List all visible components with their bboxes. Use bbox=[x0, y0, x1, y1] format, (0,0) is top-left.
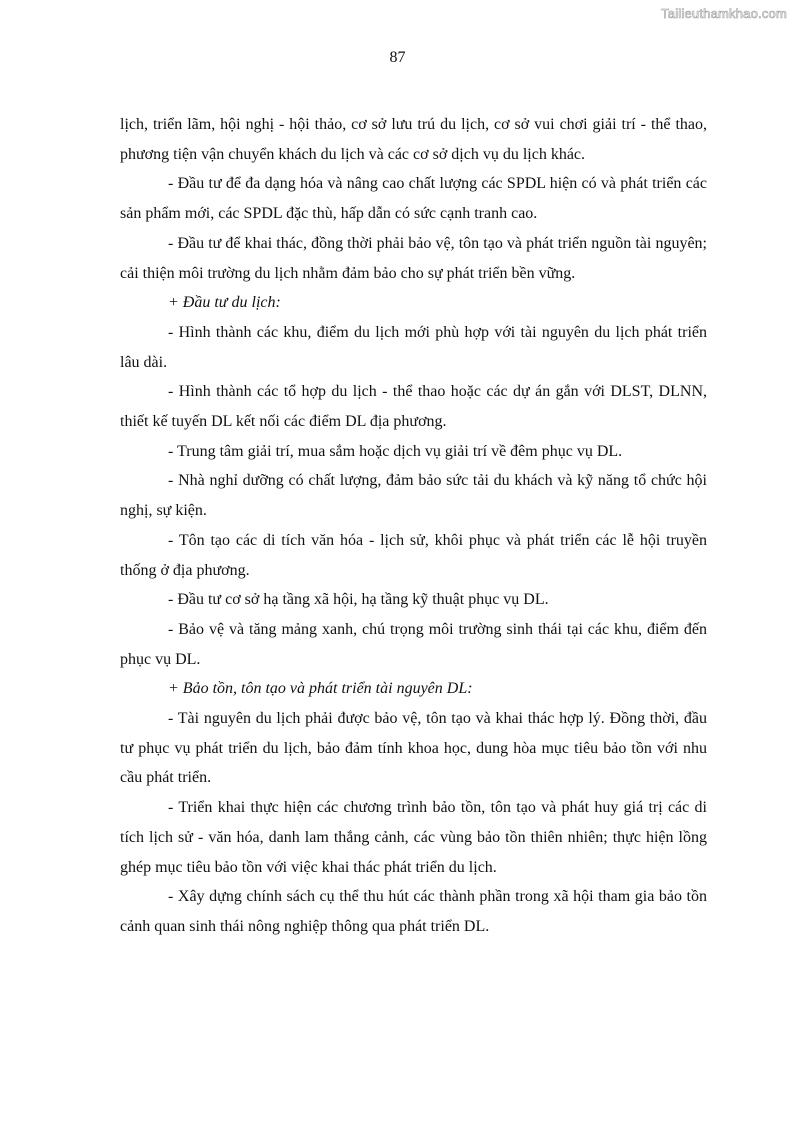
paragraph: - Hình thành các khu, điểm du lịch mới phù hợp với tài nguyên du lịch phát triển lâu dài. bbox=[120, 323, 707, 371]
paragraph-continuation: lịch, triển lãm, hội nghị - hội thảo, cơ sở lưu trú du lịch, cơ sở vui chơi giải trí - thể thao, phương tiện vận chuyển khách du lịch và các cơ sở dịch vụ du lịch khác. bbox=[120, 116, 707, 163]
paragraph: - Bảo vệ và tăng mảng xanh, chú trọng môi trường sinh thái tại các khu, điểm đến phục vụ DL. bbox=[120, 620, 707, 668]
paragraph: - Đầu tư để đa dạng hóa và nâng cao chất lượng các SPDL hiện có và phát triển các sản phẩm mới, các SPDL đặc thù, hấp dẫn có sức cạnh tranh cao. bbox=[120, 175, 707, 223]
paragraph: - Tôn tạo các di tích văn hóa - lịch sử, khôi phục và phát triển các lễ hội truyền thống ở địa phương. bbox=[120, 531, 707, 579]
section-heading: + Bảo tồn, tôn tạo và phát triển tài nguyên DL: bbox=[168, 680, 473, 698]
watermark: Tailieuthamkhao.com bbox=[661, 6, 787, 21]
paragraph: - Đầu tư cơ sở hạ tầng xã hội, hạ tầng kỹ thuật phục vụ DL. bbox=[168, 591, 549, 609]
paragraph: - Nhà nghỉ dưỡng có chất lượng, đảm bảo sức tải du khách và kỹ năng tổ chức hội nghị, sự kiện. bbox=[120, 472, 707, 520]
paragraph: - Triển khai thực hiện các chương trình bảo tồn, tôn tạo và phát huy giá trị các di tích lịch sử - văn hóa, danh lam thắng cảnh, các vùng bảo tồn thiên nhiên; thực hiện lồng ghép mục tiêu bảo tồn với việc khai thác phát triển du lịch. bbox=[120, 799, 707, 876]
paragraph: - Xây dựng chính sách cụ thể thu hút các thành phần trong xã hội tham gia bảo tồn cảnh quan sinh thái nông nghiệp thông qua phát triển DL. bbox=[120, 888, 707, 935]
paragraph: - Đầu tư để khai thác, đồng thời phải bảo vệ, tôn tạo và phát triển nguồn tài nguyên; cải thiện môi trường du lịch nhằm đảm bảo cho sự phát triển bền vững. bbox=[120, 234, 707, 282]
paragraph: - Hình thành các tổ hợp du lịch - thể thao hoặc các dự án gắn với DLST, DLNN, thiết kế tuyến DL kết nối các điểm DL địa phương. bbox=[120, 383, 707, 431]
paragraph: - Tài nguyên du lịch phải được bảo vệ, tôn tạo và khai thác hợp lý. Đồng thời, đầu tư phục vụ phát triển du lịch, bảo đảm tính khoa học, dung hòa mục tiêu bảo tồn với nhu cầu phát triển. bbox=[120, 710, 707, 787]
page-number: 87 bbox=[389, 49, 406, 66]
paragraph: - Trung tâm giải trí, mua sắm hoặc dịch vụ giải trí về đêm phục vụ DL. bbox=[168, 442, 623, 460]
document-body bbox=[120, 110, 707, 942]
section-heading: + Đầu tư du lịch: bbox=[168, 294, 281, 312]
